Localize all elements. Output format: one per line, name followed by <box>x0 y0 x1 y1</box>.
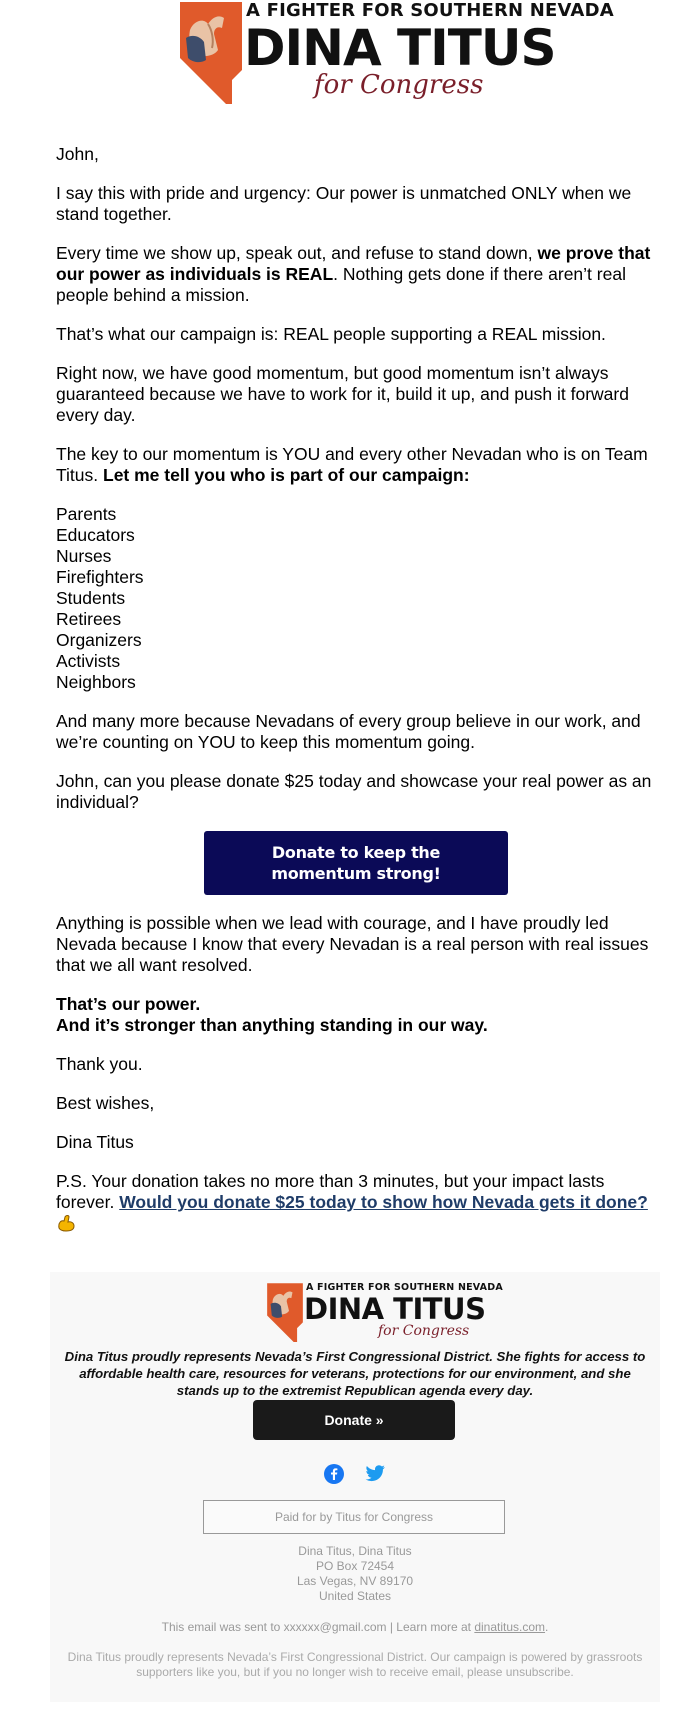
list-item: Firefighters <box>56 567 144 587</box>
header-logo <box>178 0 614 109</box>
greeting: John, <box>56 144 99 164</box>
paragraph: I say this with pride and urgency: Our power is unmatched ONLY when we stand together. <box>56 183 632 224</box>
email-body <box>56 144 656 1252</box>
paragraph-bold: we prove that our power as individuals is REAL <box>56 243 651 284</box>
nevada-state-logo <box>266 1282 304 1347</box>
address-line: United States <box>318 1589 392 1603</box>
donate-link[interactable]: Would you donate $25 today to show how Nevada gets it done? <box>119 1192 648 1212</box>
paragraph: Right now, we have good momentum, but good momentum isn’t always guaranteed because we have to work for it, build it up, and push it forward every day. <box>56 363 629 425</box>
paragraph-bold: Let me tell you who is part of our campaign: <box>103 465 470 485</box>
mailing-address <box>50 1544 660 1604</box>
signature: Dina Titus <box>56 1132 134 1152</box>
footer-description: Dina Titus proudly represents Nevada’s First Congressional District. She fights for access to affordable health care, resources for veterans, protections for our environment, and she stands up to the extremist Republican agenda every day. <box>64 1349 646 1398</box>
logo-tagline: A FIGHTER FOR SOUTHERN NEVADA <box>306 1282 503 1293</box>
logo-subtitle: for Congress <box>378 1323 470 1339</box>
logo-wordmark <box>244 0 614 98</box>
supporter-groups-list <box>56 504 656 693</box>
logo-tagline: A FIGHTER FOR SOUTHERN NEVADA <box>246 0 614 21</box>
postscript-text: P.S. Your donation takes no more than 3 minutes, but your impact lasts forever. <box>56 1171 605 1212</box>
closing: Best wishes, <box>56 1093 155 1113</box>
paragraph-text: Every time we show up, speak out, and refuse to stand down, <box>56 243 538 263</box>
learn-more-link[interactable]: dinatitus.com <box>474 1620 546 1634</box>
address-line: PO Box 72454 <box>315 1559 395 1573</box>
cta-wrapper <box>56 831 656 895</box>
paragraph-text: The key to our momentum is YOU and every other Nevadan who is on Team Titus. <box>56 444 648 485</box>
paragraph: That’s what our campaign is: REAL people supporting a REAL mission. <box>56 324 606 344</box>
postscript <box>56 1171 656 1234</box>
emphasis-line: That’s our power. <box>56 994 201 1014</box>
paragraph: And many more because Nevadans of every group believe in our work, and we’re counting on YOU to keep this momentum going. <box>56 711 641 752</box>
list-item: Activists <box>56 651 121 671</box>
flexed-biceps-icon <box>56 1214 76 1232</box>
paragraph <box>56 243 656 306</box>
list-item: Students <box>56 588 126 608</box>
logo-wordmark <box>304 1282 503 1338</box>
logo-subtitle: for Congress <box>314 70 484 100</box>
list-item: Neighbors <box>56 672 136 692</box>
email-sent-notice <box>50 1620 660 1634</box>
donate-momentum-button[interactable]: Donate to keep the momentum strong! <box>204 831 508 895</box>
paragraph-text: . Nothing gets done if there aren’t real people behind a mission. <box>56 264 626 305</box>
emphasis-line: And it’s stronger than anything standing in our way. <box>56 1015 488 1035</box>
list-item: Nurses <box>56 546 112 566</box>
paragraph: John, can you please donate $25 today and showcase your real power as an individual? <box>56 771 652 812</box>
social-links <box>50 1464 660 1489</box>
sent-text: This email was sent to xxxxxx@gmail.com | Learn more at <box>161 1620 475 1634</box>
address-line: Las Vegas, NV 89170 <box>296 1574 414 1588</box>
footer-logo <box>266 1282 503 1347</box>
list-item: Educators <box>56 525 135 545</box>
nevada-state-logo <box>178 0 244 109</box>
list-item: Organizers <box>56 630 142 650</box>
thanks: Thank you. <box>56 1054 143 1074</box>
paragraph: Anything is possible when we lead with courage, and I have proudly led Nevada because I know that every Nevadan is a real person with real issues that we all want resolved. <box>56 913 649 975</box>
paid-for-disclaimer: Paid for by Titus for Congress <box>203 1500 505 1534</box>
twitter-icon[interactable] <box>364 1465 386 1488</box>
list-item: Retirees <box>56 609 122 629</box>
logo-name: DINA TITUS <box>244 19 556 77</box>
paragraph <box>56 444 656 486</box>
address-line: Dina Titus, Dina Titus <box>298 1544 412 1558</box>
footer-donate-button[interactable]: Donate » <box>253 1400 455 1440</box>
emphasis-block <box>56 994 656 1036</box>
facebook-icon[interactable] <box>324 1464 344 1489</box>
unsubscribe-disclaimer: Dina Titus proudly represents Nevada’s First Congressional District. Our campaign is powered by grassroots supporters like you, but if you no longer wish to receive email, please unsubscribe. <box>67 1650 643 1679</box>
sent-text: . <box>545 1620 549 1634</box>
list-item: Parents <box>56 504 117 524</box>
logo-name: DINA TITUS <box>304 1292 486 1326</box>
